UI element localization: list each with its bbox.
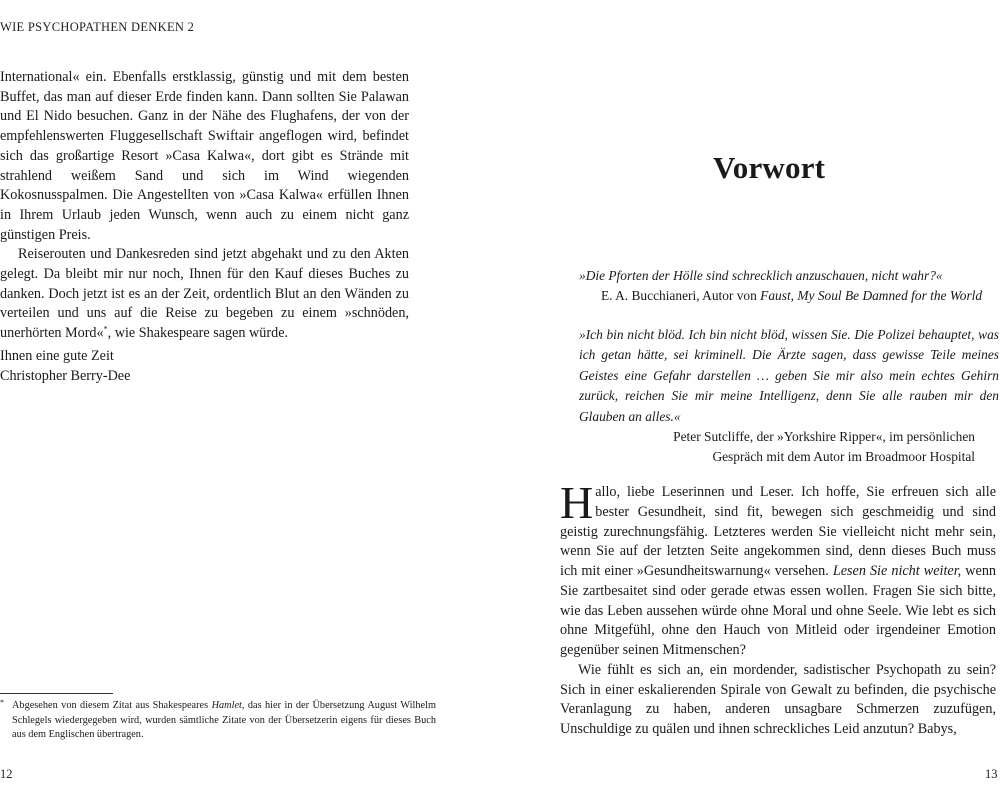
footnote-text-after: , das hier in der Übersetzung August Wilhelm Schlegels wiedergegeben wird, wurden sämtliche Zitate von der Übersetzerin eigens für dieses Buch aus dem Englischen übertragen. [12,700,436,741]
epigraph-2-quote: »Ich bin nicht blöd. Ich bin nicht blöd, wissen Sie. Die Polizei behauptet, was ich getan hätte, sei kriminell. Die Ärzte sagen, dass gewisse Teile meines Geistes eine Gefahr darstellen … geben Sie mir also mein echtes Gehirn zurück, reichen Sie mir meine Intelligenz, denn Sie alle rauben mir den Glauben an alles.« [579,327,999,424]
right-paragraph-1-part-1: allo, liebe Leserinnen und Leser. Ich hoffe, Sie erfreuen sich alle bester Gesundheit, sind fit, bewegen sich geschmeidig und sind geistig zurechnungsfähig. Letzteres werden Sie vielleicht nicht mehr sein, wenn Sie auf der letzten Seite angekommen sind, denn dieses Buch muss ich mit einer »Gesundheitswarnung« versehen. [560,484,996,579]
left-paragraph-2-part-1: Reiserouten und Dankesreden sind jetzt abgehakt und zu den Akten gelegt. Da bleibt mir nur noch, Ihnen für den Kauf dieses Buches zu danken. Doch jetzt ist es an der Zeit, ordentlich Blut an den Wänden zu verteilen und uns auf die Reise zu begeben zu einem »schnöden, unerhörten Mord« [0,246,409,342]
footnote-mark: * [0,698,4,707]
epigraph-2-attr-line-1: Peter Sutcliffe, der »Yorkshire Ripper«, im persönlichen [673,429,975,445]
footnote-text-before: Abgesehen von diesem Zitat aus Shakespeares [12,700,212,711]
footnote-text [0,699,436,743]
footnote [0,699,436,743]
left-paragraph-2 [0,245,409,344]
running-head: WIE PSYCHOPATHEN DENKEN 2 [0,20,195,34]
epigraph-2-attr-line-2: Gespräch mit dem Autor im Broadmoor Hospital [712,449,975,465]
drop-cap: H [560,477,594,528]
right-paragraph-1-part-2: wenn Sie zartbesaitet sind oder gerade etwas essen wollen. Fragen Sie sich bitte, wie das Leben aussehen würde ohne Moral und ohne Seele. Wie lebt es sich ohne Mitgefühl, ohne den Hauch von Mitleid oder irgendeiner Emotion gegenüber seinen Mitmenschen? [560,563,997,658]
page-number-left: 12 [0,767,13,781]
epigraph-1-attr-prefix: E. A. Bucchianeri, Autor von [601,288,761,303]
right-paragraph-1 [560,477,997,661]
epigraph-1-attribution [579,286,999,306]
closing-greeting: Ihnen eine gute Zeit [0,348,114,364]
footnote-reference: * [103,324,108,334]
author-signature: Christopher Berry-Dee [0,367,131,384]
left-paragraph-1: International« ein. Ebenfalls erstklassig, günstig und mit dem besten Buffet, das man auf dieser Erde finden kann. Dann sollten Sie Palawan und El Nido besuchen. Ganz in der Nähe des Flughafens, der von der empfehlenswerten Fluggesellschaft Swiftair angeflogen wird, befindet sich das großartige Resort »Casa Kalwa«, dort gibt es Strände mit strahlend weißem Sand und sich im Wind wiegenden Kokosnusspalmen. Die Angestellten von »Casa Kalwa« erfüllen Ihnen in Ihrem Urlaub jeden Wunsch, wenn auch zu einem nicht ganz günstigen Preis. [0,69,409,243]
right-paragraph-2: Wie fühlt es sich an, ein mordender, sadistischer Psychopath zu sein? Sich in einer eskalierenden Spirale von Gewalt zu befinden, die psychische Veranlagung zu haben, anderen unsagbare Schmerzen zuzufügen, Unschuldige zu quälen und ihnen schreckliches Leid anzutun? Babys, [560,661,996,737]
footnote-text-italic: Hamlet [211,700,242,711]
chapter-title: Vorwort [713,150,826,185]
footnote-rule [0,693,113,694]
epigraph-1-attr-title: Faust, My Soul Be Damned for the World [760,288,983,303]
right-paragraph-1-italic: Lesen Sie nicht weiter, [832,563,962,579]
epigraph-1-quote: »Die Pforten der Hölle sind schrecklich anzuschauen, nicht wahr?« [579,268,943,283]
closing-signoff [0,347,130,386]
left-body-text [0,68,409,344]
epigraph-2 [579,325,999,468]
left-paragraph-2-part-2: , wie Shakespeare sagen würde. [107,325,289,342]
right-body-text [560,477,997,740]
page-number-right: 13 [985,767,998,781]
epigraph-2-attribution [579,427,999,468]
right-page [500,0,1000,800]
epigraph-1 [579,266,999,306]
